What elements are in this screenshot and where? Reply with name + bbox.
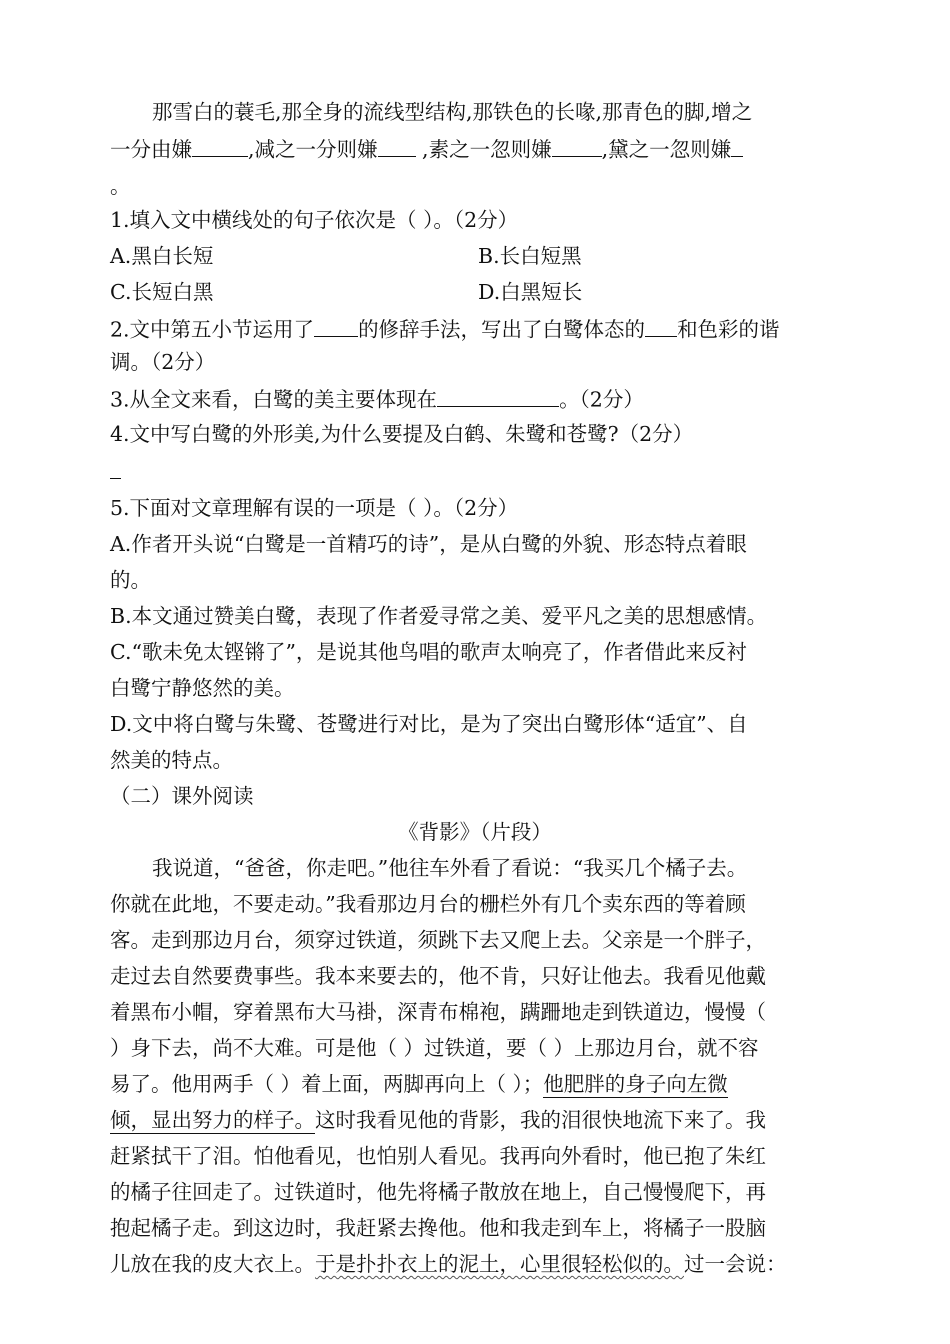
question-5-option-d-cont: 然美的特点。 — [110, 748, 233, 772]
passage2-line-7 — [110, 1070, 728, 1100]
question-4-stem: 4.文中写白鹭的外形美,为什么要提及白鹤、朱鹭和苍鹭?（2分） — [110, 422, 694, 446]
wavy-underlined-sentence: 于是扑扑衣上的泥土，心里很轻松似的。 — [315, 1252, 684, 1276]
underlined-sentence: 倾，显出努力的样子。 — [110, 1108, 315, 1132]
question-5-stem: 5.下面对文章理解有误的一项是（ ）。（2分） — [110, 496, 519, 520]
passage2-line-2: 你就在此地，不要走动。”我看那边月台的栅栏外有几个卖东西的等着顾 — [110, 892, 746, 916]
passage2-line-10: 的橘子往回走了。过铁道时，他先将橘子散放在地上，自己慢慢爬下，再 — [110, 1180, 766, 1204]
passage2-line-6: ）身下去，尚不大难。可是他（ ）过铁道，要（ ）上那边月台，就不容 — [110, 1036, 759, 1060]
question-5-option-b[interactable]: B.本文通过赞美白鹭，表现了作者爱寻常之美、爱平凡之美的思想感情。 — [110, 604, 768, 628]
passage2-line-12 — [110, 1250, 787, 1280]
passage2-text: 这时我看见他的背影，我的泪很快地流下来了。我 — [315, 1108, 766, 1132]
passage2-line-11: 抱起橘子走。到这边时，我赶紧去搀他。他和我走到车上，将橘子一股脑 — [110, 1216, 766, 1240]
passage1-text: ,素之一忽则嫌 — [415, 137, 552, 162]
passage1-text: ,减之一分则嫌 — [248, 137, 378, 162]
fill-blank-3[interactable] — [552, 134, 602, 157]
passage1-text: 一分由嫌 — [110, 137, 192, 162]
passage2-line-8 — [110, 1106, 766, 1136]
passage2-line-9: 赶紧拭干了泪。怕他看见，也怕别人看见。我再向外看时，他已抱了朱红 — [110, 1144, 766, 1168]
question-5-option-c-cont: 白鹭宁静悠然的美。 — [110, 676, 295, 700]
fill-blank-2[interactable] — [378, 134, 416, 157]
question-1-stem: 1.填入文中横线处的句子依次是（ ）。（2分） — [110, 208, 519, 232]
underlined-sentence: 他肥胖的身子向左微 — [543, 1072, 728, 1096]
passage2-text: 过一会说： — [684, 1252, 787, 1276]
answer-blank-beauty[interactable] — [437, 384, 559, 407]
passage-title: 《背影》（片段） — [398, 820, 552, 844]
question-2-text: 2.文中第五小节运用了 — [110, 317, 315, 342]
question-5-option-a[interactable]: A.作者开头说“白鹭是一首精巧的诗”，是从白鹭的外貌、形态特点着眼 — [110, 532, 747, 556]
question-5-option-c[interactable]: C.“歌未免太铿锵了”，是说其他鸟唱的歌声太响亮了，作者借此来反衬 — [110, 640, 747, 664]
passage2-text: 儿放在我的皮大衣上。 — [110, 1252, 315, 1276]
question-5-option-a-cont: 的。 — [110, 568, 151, 592]
fill-blank-4[interactable] — [731, 134, 743, 157]
fill-blank-1[interactable] — [192, 134, 248, 157]
answer-blank-rhetoric[interactable] — [314, 314, 358, 337]
answer-blank-posture[interactable] — [645, 314, 677, 337]
passage1-text: ,黛之一忽则嫌 — [601, 137, 732, 162]
question-3-text: 。（2分） — [559, 387, 644, 412]
question-2-line-1 — [110, 314, 780, 344]
passage2-line-3: 客。走到那边月台，须穿过铁道，须跳下去又爬上去。父亲是一个胖子， — [110, 928, 766, 952]
answer-blank-q4[interactable] — [110, 456, 121, 479]
passage1-line-2 — [110, 134, 743, 164]
question-4-answer-line[interactable] — [110, 456, 121, 486]
question-2-line-2: 调。（2分） — [110, 350, 216, 374]
passage2-text: 易了。他用两手（ ）着上面，两脚再向上（ ）； — [110, 1072, 544, 1096]
question-1-option-d[interactable]: D.白黑短长 — [478, 280, 583, 304]
question-3 — [110, 384, 644, 414]
section-heading: （二）课外阅读 — [110, 784, 254, 808]
question-1-option-b[interactable]: B.长白短黑 — [478, 244, 582, 268]
passage2-line-1: 我说道，“爸爸，你走吧。”他往车外看了看说：“我买几个橘子去。 — [152, 856, 748, 880]
passage1-line-3: 。 — [110, 174, 131, 198]
passage2-line-4: 走过去自然要费事些。我本来要去的，他不肯，只好让他去。我看见他戴 — [110, 964, 766, 988]
question-1-option-c[interactable]: C.长短白黑 — [110, 280, 214, 304]
question-3-text: 3.从全文来看，白鹭的美主要体现在 — [110, 387, 438, 412]
passage1-line-1: 那雪白的蓑毛,那全身的流线型结构,那铁色的长喙,那青色的脚,增之 — [152, 100, 753, 124]
question-2-text: 的修辞手法，写出了白鹭体态的 — [358, 317, 646, 342]
passage2-line-5: 着黑布小帽，穿着黑布大马褂，深青布棉袍，蹒跚地走到铁道边，慢慢（ — [110, 1000, 766, 1024]
question-1-option-a[interactable]: A.黑白长短 — [110, 244, 214, 268]
question-2-text: 和色彩的谐 — [677, 317, 780, 342]
question-5-option-d[interactable]: D.文中将白鹭与朱鹭、苍鹭进行对比，是为了突出白鹭形体“适宜”、自 — [110, 712, 748, 736]
